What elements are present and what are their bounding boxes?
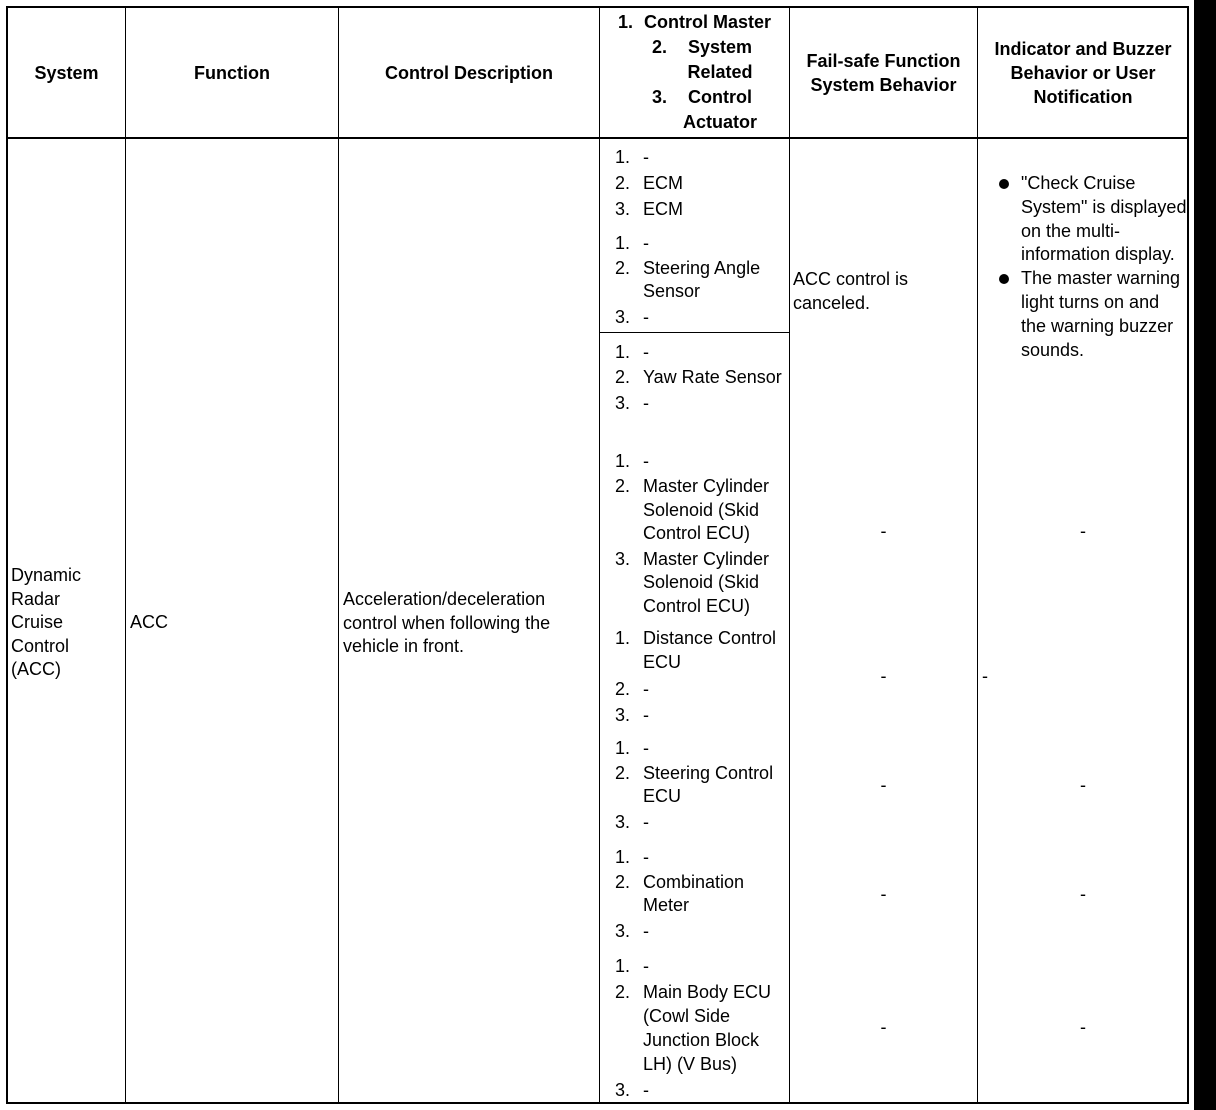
table-frame	[6, 6, 1189, 1104]
control-item: 3. Master Cylinder Solenoid (Skid Control ECU)	[615, 548, 770, 616]
indicator-row: -	[982, 666, 988, 686]
failsafe-row: -	[880, 521, 887, 541]
header-indicator: Indicator and Buzzer Behavior or User Notification	[994, 38, 1172, 107]
failsafe-row: -	[880, 884, 887, 904]
control-item: 1. -	[615, 956, 649, 976]
control-item: 1. -	[615, 847, 649, 867]
failsafe-main: ACC control is canceled.	[793, 269, 909, 313]
failsafe-row: -	[880, 666, 887, 686]
control-group	[615, 449, 787, 618]
control-group	[615, 340, 785, 415]
control-item: 3. -	[615, 1080, 649, 1100]
control-description-cell: Acceleration/deceleration control when following the vehicle in front.	[343, 589, 551, 656]
control-group	[615, 845, 785, 943]
control-item: 1. -	[615, 233, 649, 253]
control-item: 3. -	[615, 307, 649, 327]
control-item: 2. Steering Control ECU	[615, 763, 774, 806]
control-group	[615, 627, 785, 727]
page-right-edge-bar	[1194, 0, 1216, 1110]
header-control-description: Control Description	[384, 62, 553, 83]
indicator-row: -	[1080, 1017, 1086, 1037]
control-item: 1. Distance Control ECU	[615, 628, 777, 672]
header-function: Function	[194, 62, 270, 83]
control-item: 2. ECM	[615, 173, 683, 193]
failsafe-row: -	[880, 775, 887, 795]
control-item: 1. -	[615, 147, 649, 167]
control-item: 1. -	[615, 342, 649, 362]
col-divider	[338, 7, 339, 1103]
control-item: 2. Steering Angle Sensor	[615, 258, 761, 301]
control-group	[615, 145, 785, 221]
control-item: 2. Master Cylinder Solenoid (Skid Control ECU)	[615, 476, 770, 543]
indicator-bullets	[995, 172, 1187, 362]
indicator-bullet: The master warning light turns on and the warning buzzer sounds.	[995, 267, 1187, 362]
group-divider	[599, 332, 789, 333]
control-item: 1. -	[615, 451, 649, 471]
bullet-icon	[999, 274, 1009, 284]
indicator-row: -	[1080, 775, 1086, 795]
col-divider	[125, 7, 126, 1103]
header-system: System	[34, 62, 99, 83]
control-item: 2. Yaw Rate Sensor	[615, 367, 782, 387]
header-control-item: 3. Control Actuator	[652, 87, 757, 132]
col-divider	[789, 7, 790, 1103]
control-item: 3. -	[615, 393, 649, 413]
indicator-row: -	[1080, 521, 1086, 541]
function-cell: ACC	[130, 612, 169, 632]
control-item: 3. ECM	[615, 199, 683, 219]
header-control-item: 2. System Related	[652, 37, 753, 82]
control-item: 2. -	[615, 679, 649, 699]
control-item: 1. -	[615, 738, 649, 758]
indicator-bullet: "Check Cruise System" is displayed on the multi-information display.	[995, 172, 1187, 267]
col-divider	[599, 7, 600, 1103]
failsafe-row: -	[880, 1017, 887, 1037]
control-item: 2. Main Body ECU (Cowl Side Junction Block LH) (V Bus)	[615, 982, 772, 1074]
control-group	[615, 954, 787, 1102]
system-cell: Dynamic Radar Cruise Control (ACC)	[11, 565, 82, 679]
control-item: 2. Combination Meter	[615, 872, 745, 915]
header-control-items	[600, 10, 790, 135]
header-failsafe: Fail-safe Function System Behavior	[806, 50, 961, 95]
control-group	[615, 231, 785, 329]
header-divider	[7, 137, 1188, 139]
indicator-row: -	[1080, 884, 1086, 904]
control-item: 3. -	[615, 921, 649, 941]
col-divider	[977, 7, 978, 1103]
bullet-icon	[999, 179, 1009, 189]
control-group	[615, 736, 785, 834]
header-control-item: 1. Control Master	[618, 12, 772, 32]
control-item: 3. -	[615, 812, 649, 832]
control-item: 3. -	[615, 705, 649, 725]
